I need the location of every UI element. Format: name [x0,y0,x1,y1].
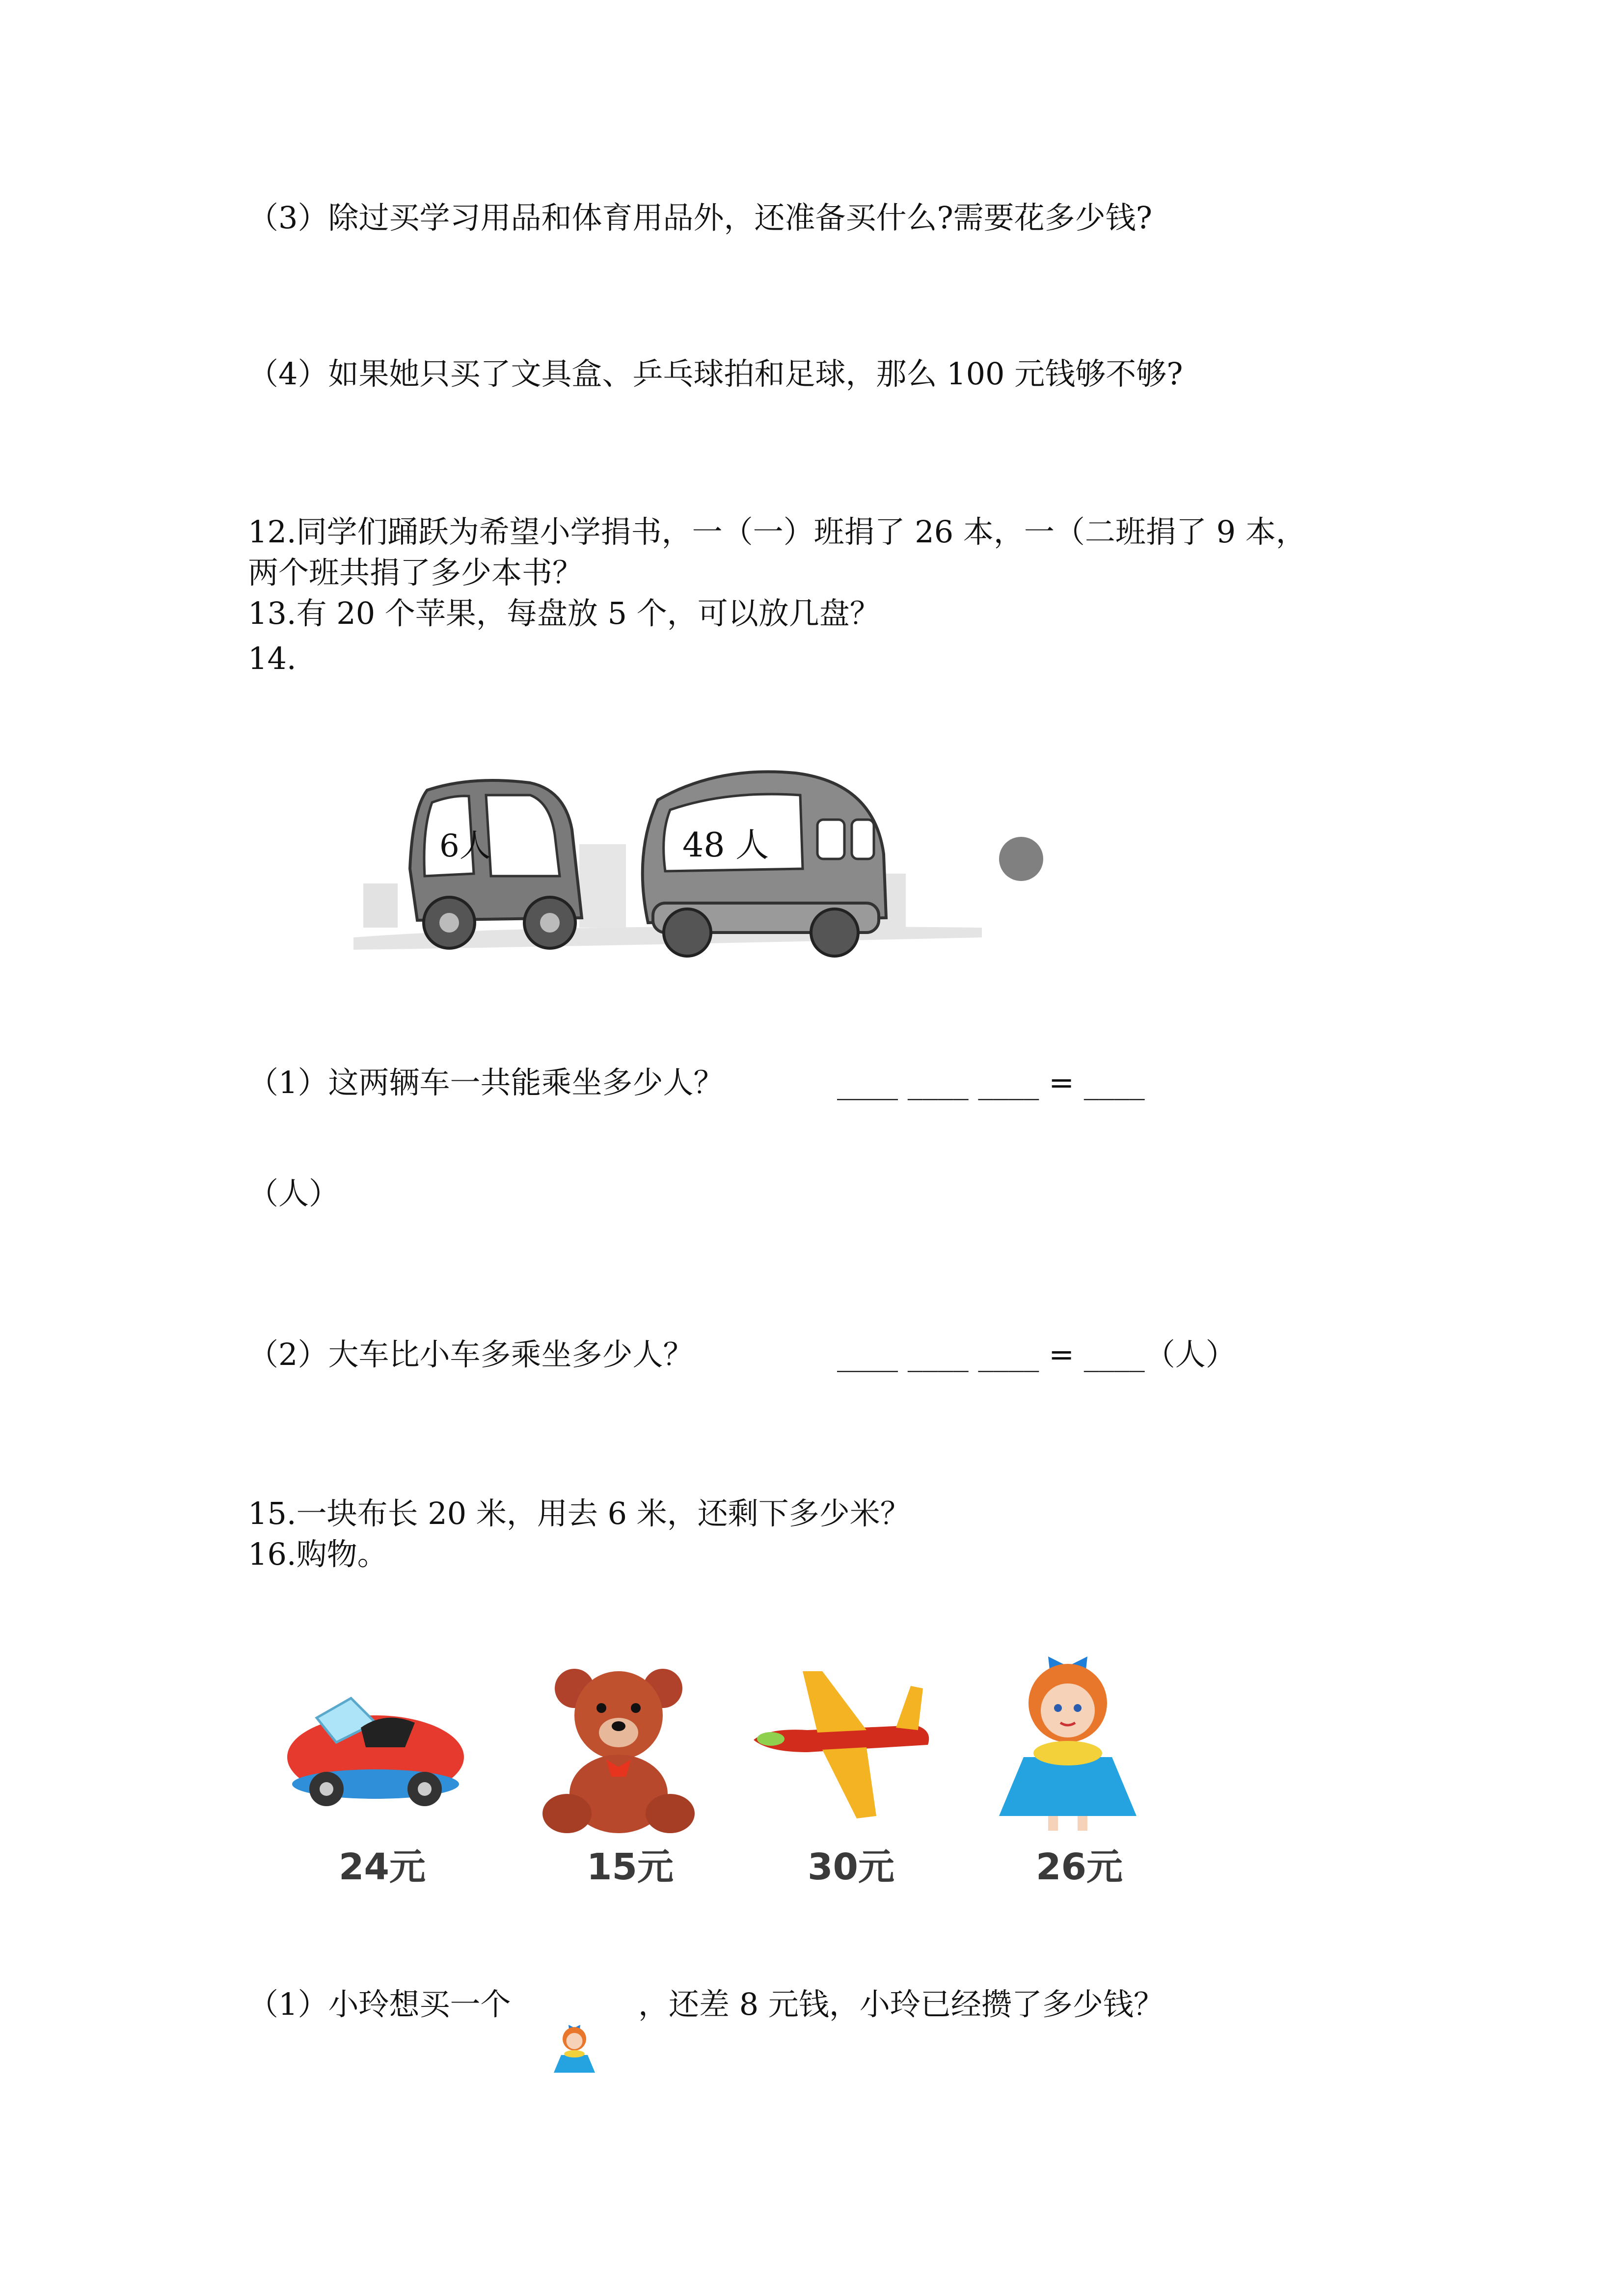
small-car-icon [410,780,582,948]
small-car-label: 6人 [439,828,491,864]
price-car: 24元 [339,1846,426,1888]
q12-line1: 12.同学们踊跃为希望小学捐书，一（一）班捐了 26 本，一（二班捐了 9 本， [248,514,1306,550]
bus-label: 48 人 [682,826,769,865]
q11-part3: （3）除过买学习用品和体育用品外，还准备买什么?需要花多少钱? [248,200,1152,236]
price-airplane: 30元 [808,1846,894,1888]
q15-text: 15.一块布长 20 米，用去 6 米，还剩下多少米？ [248,1495,911,1531]
ball-icon [997,834,1046,883]
q14-part1-unit: （人） [248,1175,340,1211]
doll-icon [994,1639,1141,1836]
q16-part1-start: （1）小玲想买一个 [248,1986,511,2022]
q13-text: 13.有 20 个苹果，每盘放 5 个，可以放几盘？ [248,595,880,631]
q11-part4: （4）如果她只买了文具盒、乒乓球拍和足球，那么 100 元钱够不够? [248,356,1183,392]
q14-part2-blanks[interactable]: ____ ____ ____ = ____（人） [837,1336,1236,1372]
vehicles-illustration [344,756,1031,972]
toy-airplane-icon [749,1666,935,1823]
toy-car-icon [282,1688,469,1816]
q14-part1: （1）这两辆车一共能乘坐多少人？ [248,1065,724,1100]
q14-part2: （2）大车比小车多乘坐多少人？ [248,1336,694,1372]
small-doll-icon [545,2020,604,2079]
price-bear: 15元 [587,1846,674,1888]
q12-line2: 两个班共捐了多少本书？ [248,555,583,590]
q14-part1-blanks[interactable]: ____ ____ ____ = ____ [837,1065,1145,1100]
q14-number: 14. [248,641,297,676]
q16-title: 16.购物。 [248,1536,388,1572]
price-doll: 26元 [1036,1846,1123,1888]
teddy-bear-icon [540,1661,697,1838]
q16-part1-end: ，还差 8 元钱，小玲已经攒了多少钱？ [638,1986,1164,2022]
